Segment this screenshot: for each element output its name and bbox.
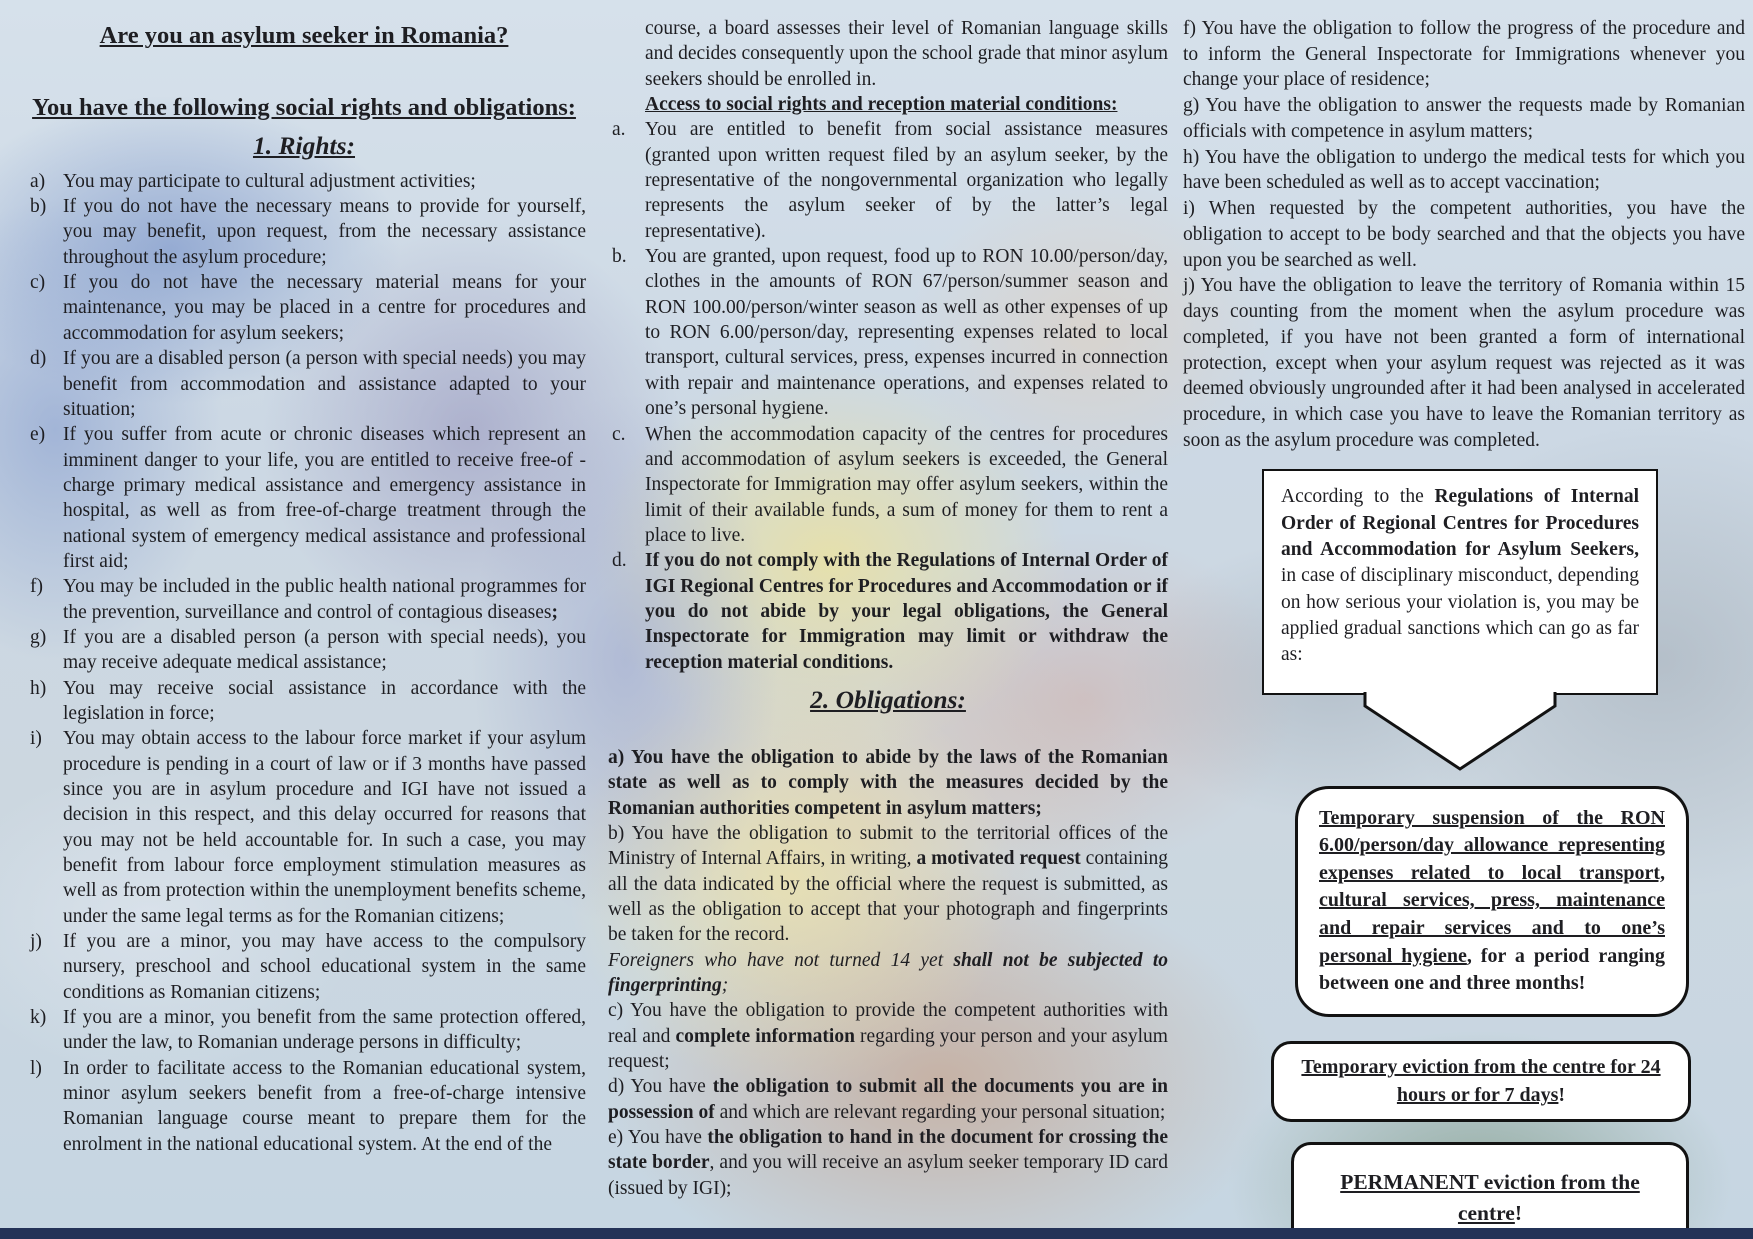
paragraph bbox=[608, 821, 1168, 948]
item-marker: k) bbox=[30, 1007, 47, 1029]
list-item bbox=[22, 625, 586, 676]
bottom-strip bbox=[0, 1228, 1753, 1239]
subtitle: You have the following social rights and obligations: bbox=[32, 94, 576, 121]
list-item bbox=[22, 194, 586, 270]
paragraph bbox=[608, 948, 1168, 999]
text-segment: Foreigners who have not turned 14 yet bbox=[608, 949, 954, 971]
text-segment: e) You have bbox=[608, 1127, 708, 1149]
text-segment: If you are a minor, you benefit from the same protection offered, under the law, to Romanian underage persons in difficulty; bbox=[63, 1007, 586, 1054]
obligations-heading: 2. Obligations: bbox=[810, 684, 966, 714]
sanction-box-permanent-eviction bbox=[1291, 1142, 1689, 1239]
text-segment: If you are a disabled person (a person with special needs), you may receive adequate medical assistance; bbox=[63, 626, 586, 674]
text-segment: complete information bbox=[675, 1025, 855, 1047]
paragraph bbox=[608, 745, 1168, 821]
text-segment: regarding your person and your asylum request; bbox=[608, 1025, 1168, 1073]
text-segment: i) When requested by the competent authorities, you have the obligation to accept to be body searched and that the objects you have upon you be searched as well. bbox=[1183, 198, 1745, 271]
item-text bbox=[63, 574, 586, 625]
item-marker: a) bbox=[30, 170, 46, 192]
item-text bbox=[645, 244, 1168, 421]
access-list bbox=[608, 117, 1168, 675]
text-segment: If you are a disabled person (a person with special needs) you may benefit from accommodation and assistance adapted to your situation; bbox=[63, 348, 586, 420]
access-heading: Access to social rights and reception material conditions: bbox=[645, 94, 1118, 116]
text-segment: If you do not have the necessary material means for your maintenance, you may be placed in a centre for procedures and accommodation for asylum seekers; bbox=[63, 272, 586, 344]
text-segment: PERMANENT eviction from the centre bbox=[1340, 1169, 1640, 1225]
item-marker: b. bbox=[612, 246, 627, 268]
right-panel bbox=[1183, 16, 1745, 1239]
item-marker: d) bbox=[30, 348, 47, 370]
paragraph bbox=[1183, 16, 1745, 93]
text-segment: Temporary suspension of the RON 6.00/person/day allowance representing expenses related to local transport, cultural services, press, maintenance and repair services and to one’s personal hygiene bbox=[1319, 806, 1665, 967]
left-panel bbox=[22, 16, 586, 1157]
text-segment: the obligation to submit all the documents you are in possession of bbox=[608, 1076, 1168, 1123]
item-text bbox=[63, 194, 586, 270]
sanction-box-temporary-eviction bbox=[1271, 1041, 1691, 1122]
paragraph bbox=[1183, 145, 1745, 196]
list-item bbox=[22, 270, 586, 346]
text-segment: Regulations of Internal Order of Regional Centres for Procedures and Accommodation for Asylum Seekers, bbox=[1281, 486, 1640, 561]
text-segment: In order to facilitate access to the Romanian educational system, minor asylum seekers benefit from a free-of-charge intensive Romanian language course meant to prepare them for the enrolment in the national educational system. At the end of the bbox=[63, 1057, 586, 1155]
item-text bbox=[645, 548, 1168, 675]
list-item bbox=[22, 422, 586, 574]
paragraph bbox=[608, 1125, 1168, 1201]
obligations-paragraphs-continued bbox=[1183, 16, 1745, 453]
rights-heading: 1. Rights: bbox=[252, 130, 356, 160]
list-item bbox=[22, 1005, 586, 1056]
text-segment: You may obtain access to the labour force market if your asylum procedure is pending in a court of law or if 3 months have passed since you are in asylum procedure and IGI have not issued a decision in this respect, and this delay occurred for reasons that you may not be held accountable for. In such a case, you may benefit from labour force employment stimulation measures as well as from protection within the unemployment benefits scheme, under the same legal terms as for the Romanian citizens; bbox=[63, 728, 586, 927]
text-segment: You are granted, upon request, food up to RON 10.00/person/day, clothes in the amounts of RON 67/person/summer season and RON 100.00/person/winter season as well as other expenses of up to RON 6.00/person/day, representing expenses related to local transport, cultural services, press, expenses incurred in connection with repair and maintenance operations, and expenses related to one’s personal hygiene. bbox=[645, 246, 1168, 420]
text-segment: shall not be subjected to fingerprinting bbox=[608, 949, 1168, 997]
text-segment: a) You have the obligation to abide by the laws of the Romanian state as well as to comply with the measures decided by the Romanian authorities competent in asylum matters; bbox=[608, 746, 1168, 819]
text-segment: ; bbox=[551, 601, 558, 623]
text-segment: , and you will receive an asylum seeker temporary ID card (issued by IGI); bbox=[608, 1152, 1168, 1199]
text-segment: h) You have the obligation to undergo the medical tests for which you have been scheduled as well as to accept vaccination; bbox=[1183, 146, 1745, 194]
list-item bbox=[608, 117, 1168, 244]
item-marker: d. bbox=[612, 550, 627, 572]
item-marker: f) bbox=[30, 576, 43, 598]
text-segment: You may participate to cultural adjustment activities; bbox=[63, 170, 476, 192]
item-text bbox=[63, 270, 586, 346]
text-segment: a motivated request bbox=[916, 848, 1081, 870]
sanctions-callout-box bbox=[1262, 469, 1658, 694]
list-item bbox=[22, 169, 586, 194]
item-marker: j) bbox=[30, 931, 42, 953]
text-segment: in case of disciplinary misconduct, depending on how serious your violation is, you may be applied gradual sanctions which can go as far as: bbox=[1281, 565, 1639, 666]
item-text bbox=[63, 676, 586, 727]
text-segment: When the accommodation capacity of the centres for procedures and accommodation of asylum seekers is exceeded, the General Inspectorate for Immigration may offer asylum seekers, within the limit of their available funds, a sum of money for them to rent a place to live. bbox=[645, 423, 1168, 546]
item-text bbox=[645, 422, 1168, 549]
item-text bbox=[63, 1005, 586, 1056]
item-text bbox=[63, 1056, 586, 1157]
text-segment: If you are a minor, you may have access to the compulsory nursery, preschool and school educational system in the same conditions as Romanian citizens; bbox=[63, 931, 586, 1003]
item-marker: i) bbox=[30, 728, 42, 750]
text-segment: You may be included in the public health national programmes for the prevention, surveillance and control of contagious diseases bbox=[63, 576, 586, 623]
list-item bbox=[22, 346, 586, 422]
paragraph bbox=[1183, 273, 1745, 453]
continuation-paragraph: course, a board assesses their level of Romanian language skills and decides consequently upon the school grade that minor asylum seekers should be enrolled in. bbox=[645, 18, 1168, 90]
text-segment: You are entitled to benefit from social assistance measures (granted upon written request filed by an asylum seeker, by the representative of the nongovernmental organization who legally represents the asylum seeker of by the latter’s legal representative). bbox=[645, 119, 1168, 242]
item-marker: h) bbox=[30, 677, 47, 699]
rights-list bbox=[22, 169, 586, 1157]
paragraph bbox=[608, 998, 1168, 1074]
list-item bbox=[22, 726, 586, 929]
item-text bbox=[63, 726, 586, 929]
list-item bbox=[22, 676, 586, 727]
text-segment: f) You have the obligation to follow the progress of the procedure and to inform the General Inspectorate for Immigrations whenever you change your place of residence; bbox=[1183, 18, 1745, 91]
item-marker: a. bbox=[612, 119, 626, 141]
down-arrow-icon bbox=[1262, 692, 1658, 772]
item-marker: g) bbox=[30, 626, 47, 648]
text-segment: j) You have the obligation to leave the territory of Romania within 15 days counting from the moment when the asylum procedure was completed, if you have not been granted a form of international protection, except when your asylum request was rejected as it was deemed obviously ungrounded after it had been analysed in accelerated procedure, in which case you have to leave the Romanian territory as soon as the asylum procedure was completed. bbox=[1183, 275, 1745, 451]
text-segment: d) You have bbox=[608, 1076, 713, 1098]
text-segment: If you suffer from acute or chronic diseases which represent an imminent danger to your life, you are entitled to receive free-of -charge primary medical assistance and emergency assistance in hospital, as well as from free-of-charge treatment through the national system of emergency medical assistance and professional first aid; bbox=[63, 424, 586, 572]
item-marker: e) bbox=[30, 424, 46, 446]
text-segment: containing all the data indicated by the official where the request is submitted, as well as the obligation to accept that your photograph and fingerprints be taken for the record. bbox=[608, 848, 1168, 946]
item-text bbox=[63, 929, 586, 1005]
list-item bbox=[22, 929, 586, 1005]
list-item bbox=[608, 422, 1168, 549]
item-text bbox=[63, 346, 586, 422]
middle-panel bbox=[608, 16, 1168, 1201]
list-item bbox=[22, 574, 586, 625]
text-segment: ! bbox=[1514, 1200, 1523, 1225]
list-item bbox=[22, 1056, 586, 1157]
text-segment: If you do not comply with the Regulations of Internal Order of IGI Regional Centres for Procedures and Accommodation or if you do not abide by your legal obligations, the General Inspectorate for Immigration may limit or withdraw the reception material conditions. bbox=[645, 550, 1168, 673]
text-segment: ! bbox=[1558, 1084, 1566, 1107]
text-segment: c) You have the obligation to provide the competent authorities with real and bbox=[608, 1000, 1168, 1047]
text-segment: the obligation to hand in the document for crossing the state border bbox=[608, 1127, 1168, 1174]
text-segment: If you do not have the necessary means to provide for yourself, you may benefit, upon request, from the necessary assistance throughout the asylum procedure; bbox=[63, 196, 586, 268]
list-item bbox=[608, 244, 1168, 421]
item-text bbox=[645, 117, 1168, 244]
paragraph bbox=[1183, 196, 1745, 273]
item-text bbox=[63, 169, 586, 194]
item-marker: c. bbox=[612, 423, 626, 445]
item-marker: c) bbox=[30, 272, 46, 294]
paragraph bbox=[1183, 93, 1745, 144]
text-segment: g) You have the obligation to answer the requests made by Romanian officials with competence in asylum matters; bbox=[1183, 95, 1745, 142]
main-title: Are you an asylum seeker in Romania? bbox=[99, 22, 509, 49]
text-segment: You may receive social assistance in accordance with the legislation in force; bbox=[63, 677, 586, 724]
sanction-box-suspension bbox=[1295, 786, 1689, 1017]
paragraph bbox=[608, 1074, 1168, 1125]
text-segment: Temporary eviction from the centre for 24 hours or for 7 days bbox=[1301, 1055, 1661, 1107]
item-marker: b) bbox=[30, 196, 47, 218]
obligations-paragraphs bbox=[608, 745, 1168, 1201]
list-item bbox=[608, 548, 1168, 675]
item-marker: l) bbox=[30, 1057, 42, 1079]
text-segment: According to the bbox=[1281, 486, 1435, 508]
text-segment: and which are relevant regarding your personal situation; bbox=[714, 1101, 1166, 1123]
text-segment: , for a period ranging between one and three months! bbox=[1319, 944, 1665, 995]
item-text bbox=[63, 625, 586, 676]
item-text bbox=[63, 422, 586, 574]
text-segment: b) You have the obligation to submit to the territorial offices of the Ministry of Internal Affairs, in writing, bbox=[608, 822, 1168, 870]
text-segment: ; bbox=[721, 975, 729, 997]
